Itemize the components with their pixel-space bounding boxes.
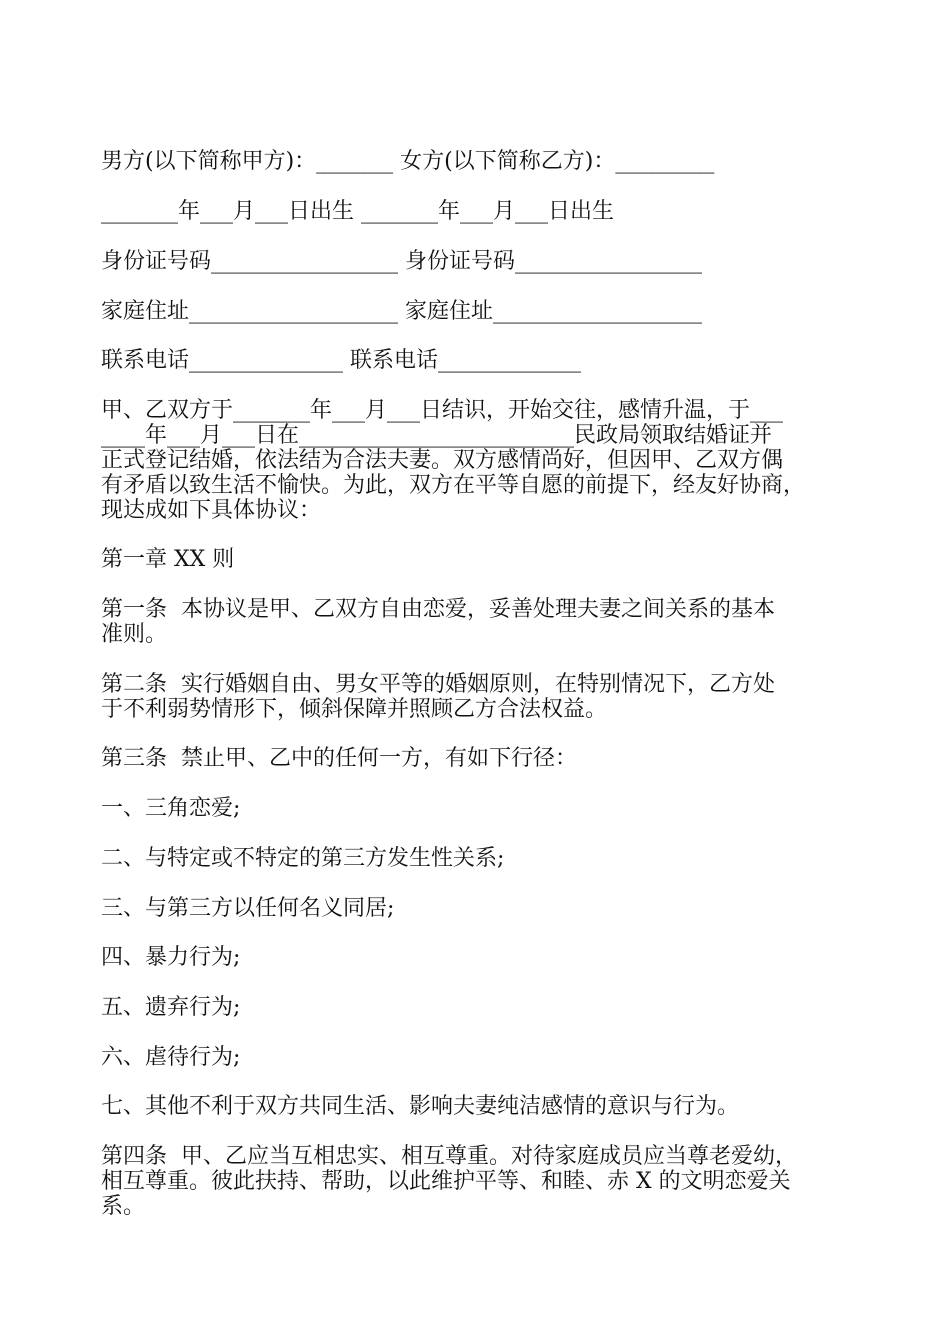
article-3: 第三条 禁止甲、乙中的任何一方，有如下行径： [101,746,577,771]
phone-line: 联系电话______________ 联系电话_____________ [101,348,581,373]
preamble-line-1: 甲、乙双方于_______年___月___日结识，开始交往，感情升温，于___ [101,398,784,423]
preamble-line-5: 现达成如下具体协议： [101,498,322,523]
id-number-line: 身份证号码_________________ 身份证号码_________________ [101,249,702,274]
article-2-line-1: 第二条 实行婚姻自由、男女平等的婚姻原则，在特别情况下，乙方处 [101,672,775,697]
article-1-line-2: 准则。 [101,622,168,647]
list-item: 五、遗弃行为; [101,995,241,1020]
list-item: 三、与第三方以任何名义同居; [101,896,395,921]
article-1-line-1: 第一条 本协议是甲、乙双方自由恋爱，妥善处理夫妻之间关系的基本 [101,597,775,622]
article-2-line-2: 于不利弱势情形下，倾斜保障并照顾乙方合法权益。 [101,697,608,722]
list-item: 四、暴力行为; [101,945,241,970]
article-4-line-3: 系。 [101,1194,146,1219]
home-address-line: 家庭住址___________________ 家庭住址___________________ [101,299,702,324]
article-4-line-1: 第四条 甲、乙应当互相忠实、相互尊重。对待家庭成员应当尊老爱幼， [101,1144,797,1169]
list-item: 七、其他不利于双方共同生活、影响夫妻纯洁感情的意识与行为。 [101,1094,740,1119]
party-names-line: 男方(以下简称甲方)：_______ 女方(以下简称乙方)：_________ [101,149,715,174]
list-item: 六、虐待行为; [101,1045,241,1070]
chapter-heading: 第一章 XX 则 [101,547,235,572]
list-item: 一、三角恋爱; [101,796,241,821]
preamble-line-2: ____年___月___日在_________________________民政局领取结婚证并 [101,423,773,448]
list-item: 二、与特定或不特定的第三方发生性关系; [101,846,505,871]
birth-date-line: _______年___月___日出生 _______年___月___日出生 [101,199,614,224]
preamble-line-4: 有矛盾以致生活不愉快。为此，双方在平等自愿的前提下，经友好协商， [101,473,806,498]
preamble-line-3: 正式登记结婚，依法结为合法夫妻。双方感情尚好，但因甲、乙双方偶 [101,448,784,473]
article-4-line-2: 相互尊重。彼此扶持、帮助，以此维护平等、和睦、赤 X 的文明恋爱关 [101,1169,791,1194]
